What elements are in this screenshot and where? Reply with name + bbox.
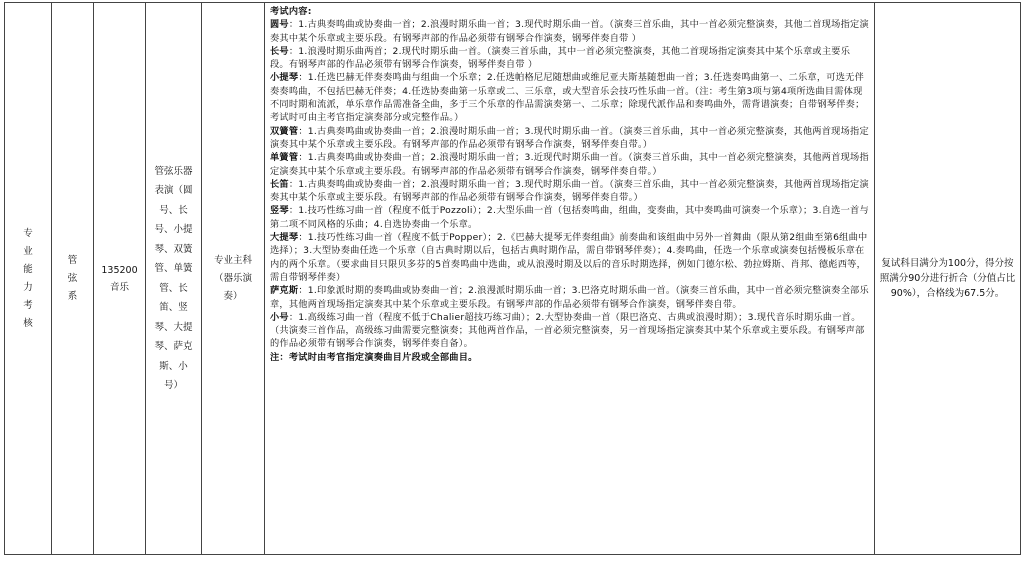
instrument-violin: 小提琴：1.任选巴赫无伴奏奏鸣曲与组曲一个乐章；2.任选帕格尼尼随想曲或维尼亚夫斯基随想曲一首；3.任选奏鸣曲第一、二乐章，可选无伴奏奏鸣曲，不包括巴赫无伴奏；4.任选协奏曲第一乐章或二、三乐章，或大型音乐会技巧性乐曲一首。（注：考生第3项与第4项所选曲目需体现不同时期和流派，单乐章作品需准备全曲，多于三个乐章的作品需演奏第一、二乐章；除现代派作品和奏鸣曲外，需背谱演奏；自带钢琴伴奏；考试时可由主考官指定演奏部分或完整作品。）	[270, 72, 865, 124]
major-cell	[94, 3, 146, 555]
category-text: 专业能力考核	[23, 227, 33, 329]
exam-content-cell	[265, 3, 875, 555]
department-text: 管弦系	[67, 254, 78, 302]
department-cell	[52, 3, 94, 555]
direction-text: 管弦乐器表演（圆号、长号、小提琴、双簧管、单簧管、长笛、竖琴、大提琴、萨克斯、小号）	[154, 165, 193, 391]
instrument-trumpet: 小号：1.高级练习曲一首（程度不低于Chalier超技巧练习曲）；2.大型协奏曲一首（限巴洛克、古典或浪漫时期）；3.现代音乐时期乐曲一首。（共演奏三首作品，高级练习曲需要完整演奏；其他两首作品，一首必须完整演奏，另一首现场指定演奏其中某个乐章或主要乐段。有钢琴声部的作品必须带有钢琴合作演奏，钢琴伴奏自备）。	[270, 311, 865, 350]
subject-cell	[202, 3, 265, 555]
subject-text: 专业主科（器乐演奏）	[213, 254, 252, 302]
instrument-oboe: 双簧管：1.古典奏鸣曲或协奏曲一首；2.浪漫时期乐曲一首；3.现代时期乐曲一首。（演奏三首乐曲，其中一首必须完整演奏，其他两首现场指定演奏其中某个乐章或主要乐段。有钢琴声部的作品必须带有钢琴合作演奏，钢琴伴奏自带。）	[270, 125, 869, 150]
table-row	[5, 3, 1021, 555]
instrument-flute: 长笛：1.古典奏鸣曲或协奏曲一首；2.浪漫时期乐曲一首；3.现代时期乐曲一首。（演奏三首乐曲，其中一首必须完整演奏，其他两首现场指定演奏其中某个乐章或主要乐段。有钢琴声部的作品必须带有钢琴合作演奏，钢琴伴奏自带。）	[270, 178, 869, 204]
direction-cell	[146, 3, 202, 555]
score-rule-text: 复试科目满分为100分，得分按照满分90分进行折合（分值占比90%），合格线为67.5分。	[879, 258, 1016, 299]
instrument-horn: 圆号：1.古典奏鸣曲或协奏曲一首；2.浪漫时期乐曲一首；3.现代时期乐曲一首。（演奏三首乐曲，其中一首必须完整演奏，其他二首现场指定演奏其中某个乐章或主要乐段。有钢琴声部的作品必须带有钢琴合作演奏，钢琴伴奏自带 ）	[270, 19, 869, 44]
score-rule-cell	[875, 3, 1021, 555]
instrument-harp: 竖琴：1.技巧性练习曲一首（程度不低于Pozzoli）；2.大型乐曲一首（包括奏鸣曲，组曲，变奏曲，其中奏鸣曲可演奏一个乐章）；3.自选一首与第二项不同风格的乐曲；4.自选协奏曲一个乐章。	[270, 205, 869, 230]
exam-note: 注：考试时由考官指定演奏曲目片段或全部曲目。	[270, 351, 478, 363]
instrument-cello: 大提琴：1.技巧性练习曲一首（程度不低于Popper）；2.《巴赫大提琴无伴奏组曲》前奏曲和该组曲中另外一首舞曲（限从第2组曲至第6组曲中选择）；3.大型协奏曲任选一个乐章（自古典时期以后，包括古典时期作品，需自带钢琴伴奏）；4.奏鸣曲，任选一个乐章或演奏包括慢板乐章在内的两个乐章。（要求曲目只限贝多芬的5首奏鸣曲中选曲，或从浪漫时期及以后的音乐时期选择，例如门德尔松、勃拉姆斯、肖邦、德彪西等，需自带钢琴伴奏）	[270, 232, 868, 283]
major-text: 135200音乐	[101, 264, 138, 293]
exam-requirements-table	[4, 2, 1021, 555]
instrument-clarinet: 单簧管：1.古典奏鸣曲或协奏曲一首；2.浪漫时期乐曲一首；3.近现代时期乐曲一首。（演奏三首乐曲，其中一首必须完整演奏，其他两首现场指定演奏其中某个乐章或主要乐段。有钢琴声部的作品必须带有钢琴合作演奏，钢琴伴奏自带。）	[270, 152, 869, 177]
instrument-trombone: 长号：1.浪漫时期乐曲两首；2.现代时期乐曲一首。（演奏三首乐曲，其中一首必须完整演奏，其他二首现场指定演奏其中某个乐章或主要乐段。有钢琴声部的作品必须带有钢琴合作演奏，钢琴伴奏自带 ）	[270, 45, 851, 71]
instrument-saxophone: 萨克斯：1.印象派时期的奏鸣曲或协奏曲一首；2.浪漫派时期乐曲一首；3.巴洛克时期乐曲一首。（演奏三首乐曲，其中一首必须完整演奏全部乐章，其他两首现场指定演奏其中某个乐章或主要乐段。有钢琴声部的作品必须带有钢琴合作演奏，钢琴伴奏自带。	[270, 285, 869, 310]
category-cell	[5, 3, 52, 555]
exam-content-heading: 考试内容:	[270, 6, 312, 17]
